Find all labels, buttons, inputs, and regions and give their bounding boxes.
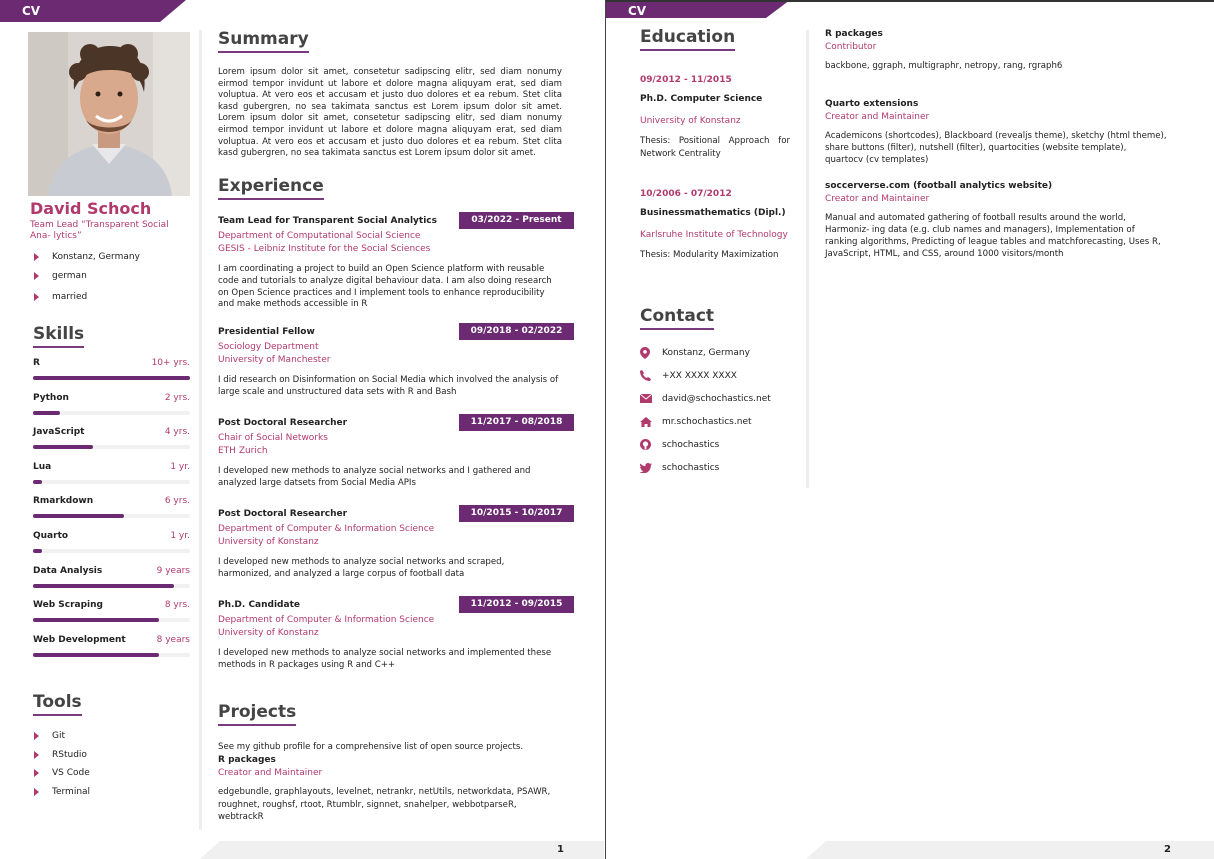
skill-level-bar [33, 618, 190, 622]
skill-name: Python [33, 392, 69, 403]
skill-level-fill [33, 618, 159, 622]
job-dates-badge: 11/2017 - 08/2018 [459, 414, 574, 431]
profile-photo [28, 32, 190, 196]
skill-level-fill [33, 584, 174, 588]
job-description: I am coordinating a project to build an Open Science platform with reusable code and tutorials to analyze digital behaviour data. I am also doing research on Open Science practices and I implement tools to enhance reproducibility and make methods accessible in R [218, 264, 552, 310]
skill-level-fill [33, 376, 190, 380]
education-thesis: Thesis: Positional Approach for Network Centrality [640, 136, 790, 159]
job-entry [218, 327, 574, 399]
contact-item [640, 433, 771, 456]
skill-level-fill [33, 445, 93, 449]
page-number: 1 [557, 844, 564, 855]
bullet-icon [34, 769, 39, 777]
skill-name: JavaScript [33, 427, 85, 438]
skill-name: Quarto [33, 530, 69, 541]
info-location [34, 247, 140, 266]
cv-page-2 [605, 0, 1214, 859]
tool-name: RStudio [52, 749, 87, 760]
education-degree: Businessmathematics (Dipl.) [640, 208, 786, 218]
projects-role: Creator and Maintainer [218, 768, 323, 778]
skill-level-bar [33, 514, 190, 518]
job-entry [218, 216, 574, 311]
skill-years: 4 yrs. [164, 427, 190, 438]
education-university: Karlsruhe Institute of Technology [640, 230, 788, 240]
tool-item [34, 764, 90, 783]
skill-level-fill [33, 653, 159, 657]
skill-name: Rmarkdown [33, 496, 94, 507]
tool-name: VS Code [52, 768, 90, 779]
job-institution: University of Konstanz [218, 628, 319, 638]
experience-heading: Experience [218, 176, 324, 200]
job-department: Department of Computational Social Science [218, 231, 421, 241]
skill-name: Data Analysis [33, 565, 103, 576]
project-text: Manual and automated gathering of football results around the world, Harmoniz- ing data (e.g. club names and managers), Implementation of ranking algorithms, Predicting of league tables and matchforecasting, Uses R, JavaScript, HTML, and CSS, around 1000 visitors/month [825, 213, 1161, 259]
map-marker-icon [640, 347, 662, 359]
profile-name: David Schoch [30, 199, 152, 218]
skill-name: Lua [33, 461, 52, 472]
info-location-text: Konstanz, Germany [52, 251, 140, 262]
contact-text: Konstanz, Germany [662, 347, 750, 358]
column-divider [199, 30, 202, 830]
contact-item [640, 341, 771, 364]
skill-level-bar [33, 480, 190, 484]
education-entry [640, 75, 790, 160]
project-text: Academicons (shortcodes), Blackboard (revealjs theme), sketchy (html theme), share buttons (filter), nutshell (filter), quartocities (website template), quartocv (cv templates) [825, 131, 1167, 165]
cv-tag-label: CV [22, 4, 41, 18]
project-entry [825, 181, 1167, 260]
bullet-icon [34, 293, 39, 301]
tool-name: Git [52, 731, 66, 742]
github-icon [640, 439, 662, 450]
column-divider-2 [806, 30, 809, 488]
bullet-icon [34, 272, 39, 280]
skill-level-bar [33, 445, 190, 449]
skill-row [33, 496, 190, 531]
job-dates-badge: 11/2012 - 09/2015 [459, 596, 574, 613]
job-institution: University of Konstanz [218, 537, 319, 547]
skill-row [33, 393, 190, 428]
skill-row [33, 462, 190, 497]
info-language-text: german [52, 270, 87, 281]
job-dates-badge: 03/2022 - Present [459, 212, 574, 229]
skill-row [33, 531, 190, 566]
skill-row [33, 635, 190, 670]
skill-level-fill [33, 514, 124, 518]
contact-text: david@schochastics.net [662, 393, 771, 404]
job-description: I developed new methods to analyze social networks and I gathered and analyzed large datsets from Social Media APIs [218, 466, 531, 488]
job-entry [218, 600, 574, 672]
contact-item [640, 410, 771, 433]
info-language [34, 266, 140, 285]
footer-shape-2 [806, 839, 1214, 859]
job-institution: GESIS - Leibniz Institute for the Social Sciences [218, 244, 431, 254]
tool-name: Terminal [52, 786, 91, 797]
education-dates: 10/2006 - 07/2012 [640, 189, 732, 199]
cv-page-1 [0, 0, 604, 859]
job-department: Chair of Social Networks [218, 433, 328, 443]
contact-list [640, 341, 771, 479]
contact-text: mr.schochastics.net [662, 416, 752, 427]
bullet-icon [34, 788, 39, 796]
skill-years: 1 yr. [170, 530, 190, 541]
skill-name: Web Development [33, 634, 126, 645]
skill-level-bar [33, 411, 190, 415]
contact-item [640, 364, 771, 387]
skill-name: Web Scraping [33, 600, 103, 611]
tool-item [34, 746, 90, 765]
job-description: I developed new methods to analyze social networks and implemented these methods in R packages using R and C++ [218, 648, 552, 670]
page-top-border [606, 0, 1214, 2]
project-text: backbone, ggraph, multigraphr, netropy, rang, rgraph6 [825, 61, 1063, 71]
skill-years: 10+ yrs. [151, 358, 190, 368]
job-title: Team Lead for Transparent Social Analytics [218, 216, 437, 226]
footer-shape [200, 839, 604, 859]
info-status [34, 285, 140, 308]
job-department: Department of Computer & Information Science [218, 524, 435, 534]
project-role: Creator and Maintainer [825, 112, 930, 122]
summary-heading: Summary [218, 29, 309, 53]
cv-header-tag [0, 0, 40, 22]
job-dates-badge: 09/2018 - 02/2022 [459, 323, 574, 340]
bullet-icon [34, 253, 39, 261]
info-status-text: married [52, 291, 88, 302]
contact-heading: Contact [640, 306, 714, 330]
education-thesis: Thesis: Modularity Maximization [640, 250, 779, 260]
skill-level-bar [33, 376, 190, 380]
profile-role: Team Lead “Transparent Social Ana- lytics” [30, 220, 169, 241]
project-role: Contributor [825, 42, 877, 52]
job-title: Post Doctoral Researcher [218, 418, 348, 428]
skill-years: 1 yr. [170, 461, 190, 472]
projects-list: edgebundle, graphlayouts, levelnet, netrankr, netUtils, networkdata, PSAWR, roughnet, roughsf, rtoot, Rtumblr, signnet, snahelper, webbotparseR, webtrackR [218, 787, 551, 822]
cv-tag-label-2: CV [628, 4, 647, 18]
profile-info-list [34, 247, 140, 308]
job-entry [218, 509, 574, 581]
skill-row [33, 600, 190, 635]
skill-row [33, 358, 190, 393]
job-department: Department of Computer & Information Science [218, 615, 435, 625]
skill-level-fill [33, 480, 42, 484]
projects-r-packages-heading: R packages [218, 755, 276, 765]
skill-level-bar [33, 549, 190, 553]
tools-heading: Tools [33, 692, 82, 716]
contact-item [640, 387, 771, 410]
project-entry [825, 29, 1167, 72]
project-heading: Quarto extensions [825, 99, 919, 109]
job-department: Sociology Department [218, 342, 319, 352]
summary-text: Lorem ipsum dolor sit amet, consetetur sadipscing elitr, sed diam nonumy eirmod tempor invidunt ut labore et dolore magna aliquyam erat, sed diam voluptua. At vero eos et accusam et justo duo dolores et ea rebum. Stet clita kasd gubergren, no sea takimata sanctus est Lorem ipsum dolor sit amet. Lorem ipsum dolor sit amet, consetetur sadipscing elitr, sed diam nonumy eirmod tempor invidunt ut labore et dolore magna aliquyam erat, sed diam voluptua. At vero eos et accusam et justo duo dolores et ea rebum. Stet clita kasd gubergren, no sea takimata sanctus est Lorem ipsum dolor sit amet. [218, 67, 562, 159]
education-university: University of Konstanz [640, 116, 741, 126]
skill-level-fill [33, 549, 42, 553]
skill-level-bar [33, 584, 190, 588]
job-description: I developed new methods to analyze social networks and scraped, harmonized, and analyzed a large corpus of football data [218, 557, 505, 579]
phone-icon [640, 370, 662, 381]
project-entry [825, 99, 1167, 166]
job-dates-badge: 10/2015 - 10/2017 [459, 505, 574, 522]
home-icon [640, 417, 662, 427]
envelope-icon [640, 394, 662, 403]
skills-heading: Skills [33, 324, 84, 348]
bullet-icon [34, 732, 39, 740]
page-number-2: 2 [1164, 844, 1171, 855]
projects-heading: Projects [218, 702, 296, 726]
skill-years: 9 years [156, 565, 190, 576]
skills-list [33, 358, 190, 669]
job-institution: University of Manchester [218, 355, 331, 365]
education-dates: 09/2012 - 11/2015 [640, 75, 732, 85]
education-degree: Ph.D. Computer Science [640, 94, 763, 104]
skill-years: 6 yrs. [164, 496, 190, 507]
job-entry [218, 418, 574, 490]
skill-level-bar [33, 653, 190, 657]
tool-item [34, 783, 90, 802]
tools-list [34, 727, 90, 801]
skill-name: R [33, 358, 40, 368]
project-heading: R packages [825, 29, 883, 39]
cv-header-tag-2 [606, 0, 646, 22]
project-role: Creator and Maintainer [825, 194, 930, 204]
contact-text: schochastics [662, 439, 720, 450]
education-entry [640, 189, 790, 262]
skill-row [33, 427, 190, 462]
tool-item [34, 727, 90, 746]
skill-years: 8 yrs. [164, 600, 190, 611]
skill-level-fill [33, 411, 60, 415]
twitter-icon [640, 463, 662, 473]
job-description: I did research on Disinformation on Social Media which involved the analysis of large scale and unstructured data sets with R and Bash [218, 375, 559, 397]
contact-text: +XX XXXX XXXX [662, 370, 737, 381]
skill-years: 2 yrs. [164, 392, 190, 403]
contact-item [640, 456, 771, 479]
bullet-icon [34, 751, 39, 759]
education-heading: Education [640, 27, 735, 51]
skill-row [33, 566, 190, 601]
skill-years: 8 years [156, 634, 190, 645]
job-title: Presidential Fellow [218, 327, 315, 337]
job-title: Ph.D. Candidate [218, 600, 300, 610]
contact-text: schochastics [662, 462, 720, 473]
job-institution: ETH Zurich [218, 446, 268, 456]
projects-intro: See my github profile for a comprehensive list of open source projects. [218, 742, 524, 752]
job-title: Post Doctoral Researcher [218, 509, 348, 519]
project-heading: soccerverse.com (football analytics website) [825, 181, 1053, 191]
